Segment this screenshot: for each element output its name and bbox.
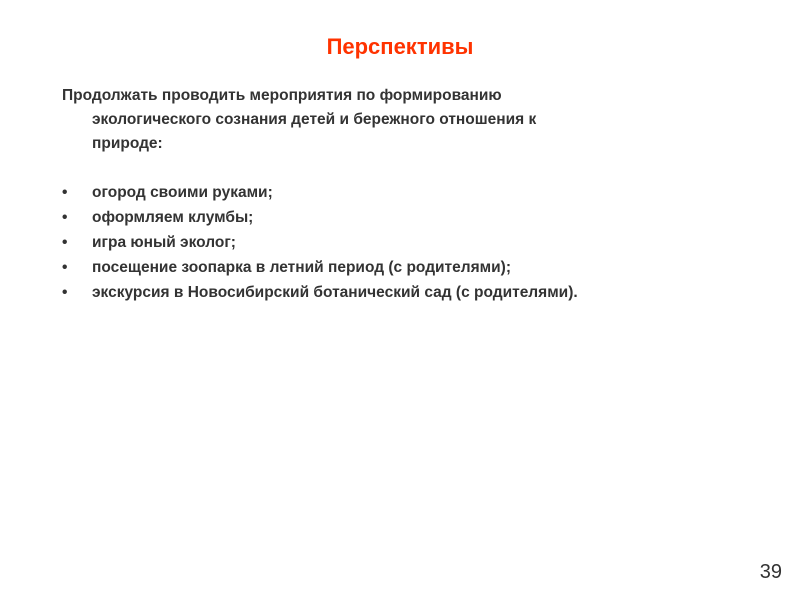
bullet-icon: • <box>62 209 68 226</box>
page-number: 39 <box>759 561 782 583</box>
intro-paragraph <box>62 84 702 156</box>
bullet-text: игра юный эколог; <box>92 234 236 251</box>
bullet-icon: • <box>62 284 68 301</box>
intro-line: экологического сознания детей и бережного отношения к <box>92 111 537 128</box>
bullet-item <box>62 230 578 255</box>
bullet-icon: • <box>62 259 68 276</box>
bullet-list <box>62 180 578 305</box>
slide-title: Перспективы <box>326 34 474 59</box>
bullet-item <box>62 255 578 280</box>
bullet-item <box>62 180 578 205</box>
intro-line: природе: <box>92 135 163 152</box>
bullet-item <box>62 280 578 305</box>
bullet-icon: • <box>62 234 68 251</box>
bullet-text: экскурсия в Новосибирский ботанический сад (с родителями). <box>92 284 578 301</box>
bullet-item <box>62 205 578 230</box>
bullet-text: посещение зоопарка в летний период (с родителями); <box>92 259 511 276</box>
bullet-text: огород своими руками; <box>92 184 273 201</box>
bullet-text: оформляем клумбы; <box>92 209 254 226</box>
bullet-icon: • <box>62 184 68 201</box>
intro-line: Продолжать проводить мероприятия по формированию <box>62 87 502 104</box>
